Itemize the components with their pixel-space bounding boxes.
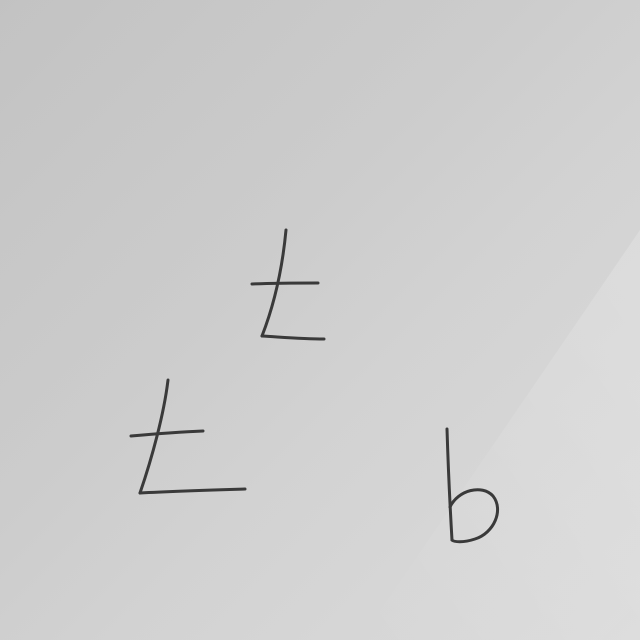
letter-t-lower xyxy=(131,380,245,493)
t-lower-stem xyxy=(140,380,168,493)
t-lower-base xyxy=(140,489,245,493)
b-bowl xyxy=(450,490,498,542)
t-lower-crossbar xyxy=(131,431,203,436)
t-upper-base xyxy=(262,336,324,339)
t-upper-crossbar xyxy=(252,283,318,284)
letter-t-upper xyxy=(252,230,324,339)
b-stem xyxy=(447,429,452,540)
letter-b xyxy=(447,429,498,542)
